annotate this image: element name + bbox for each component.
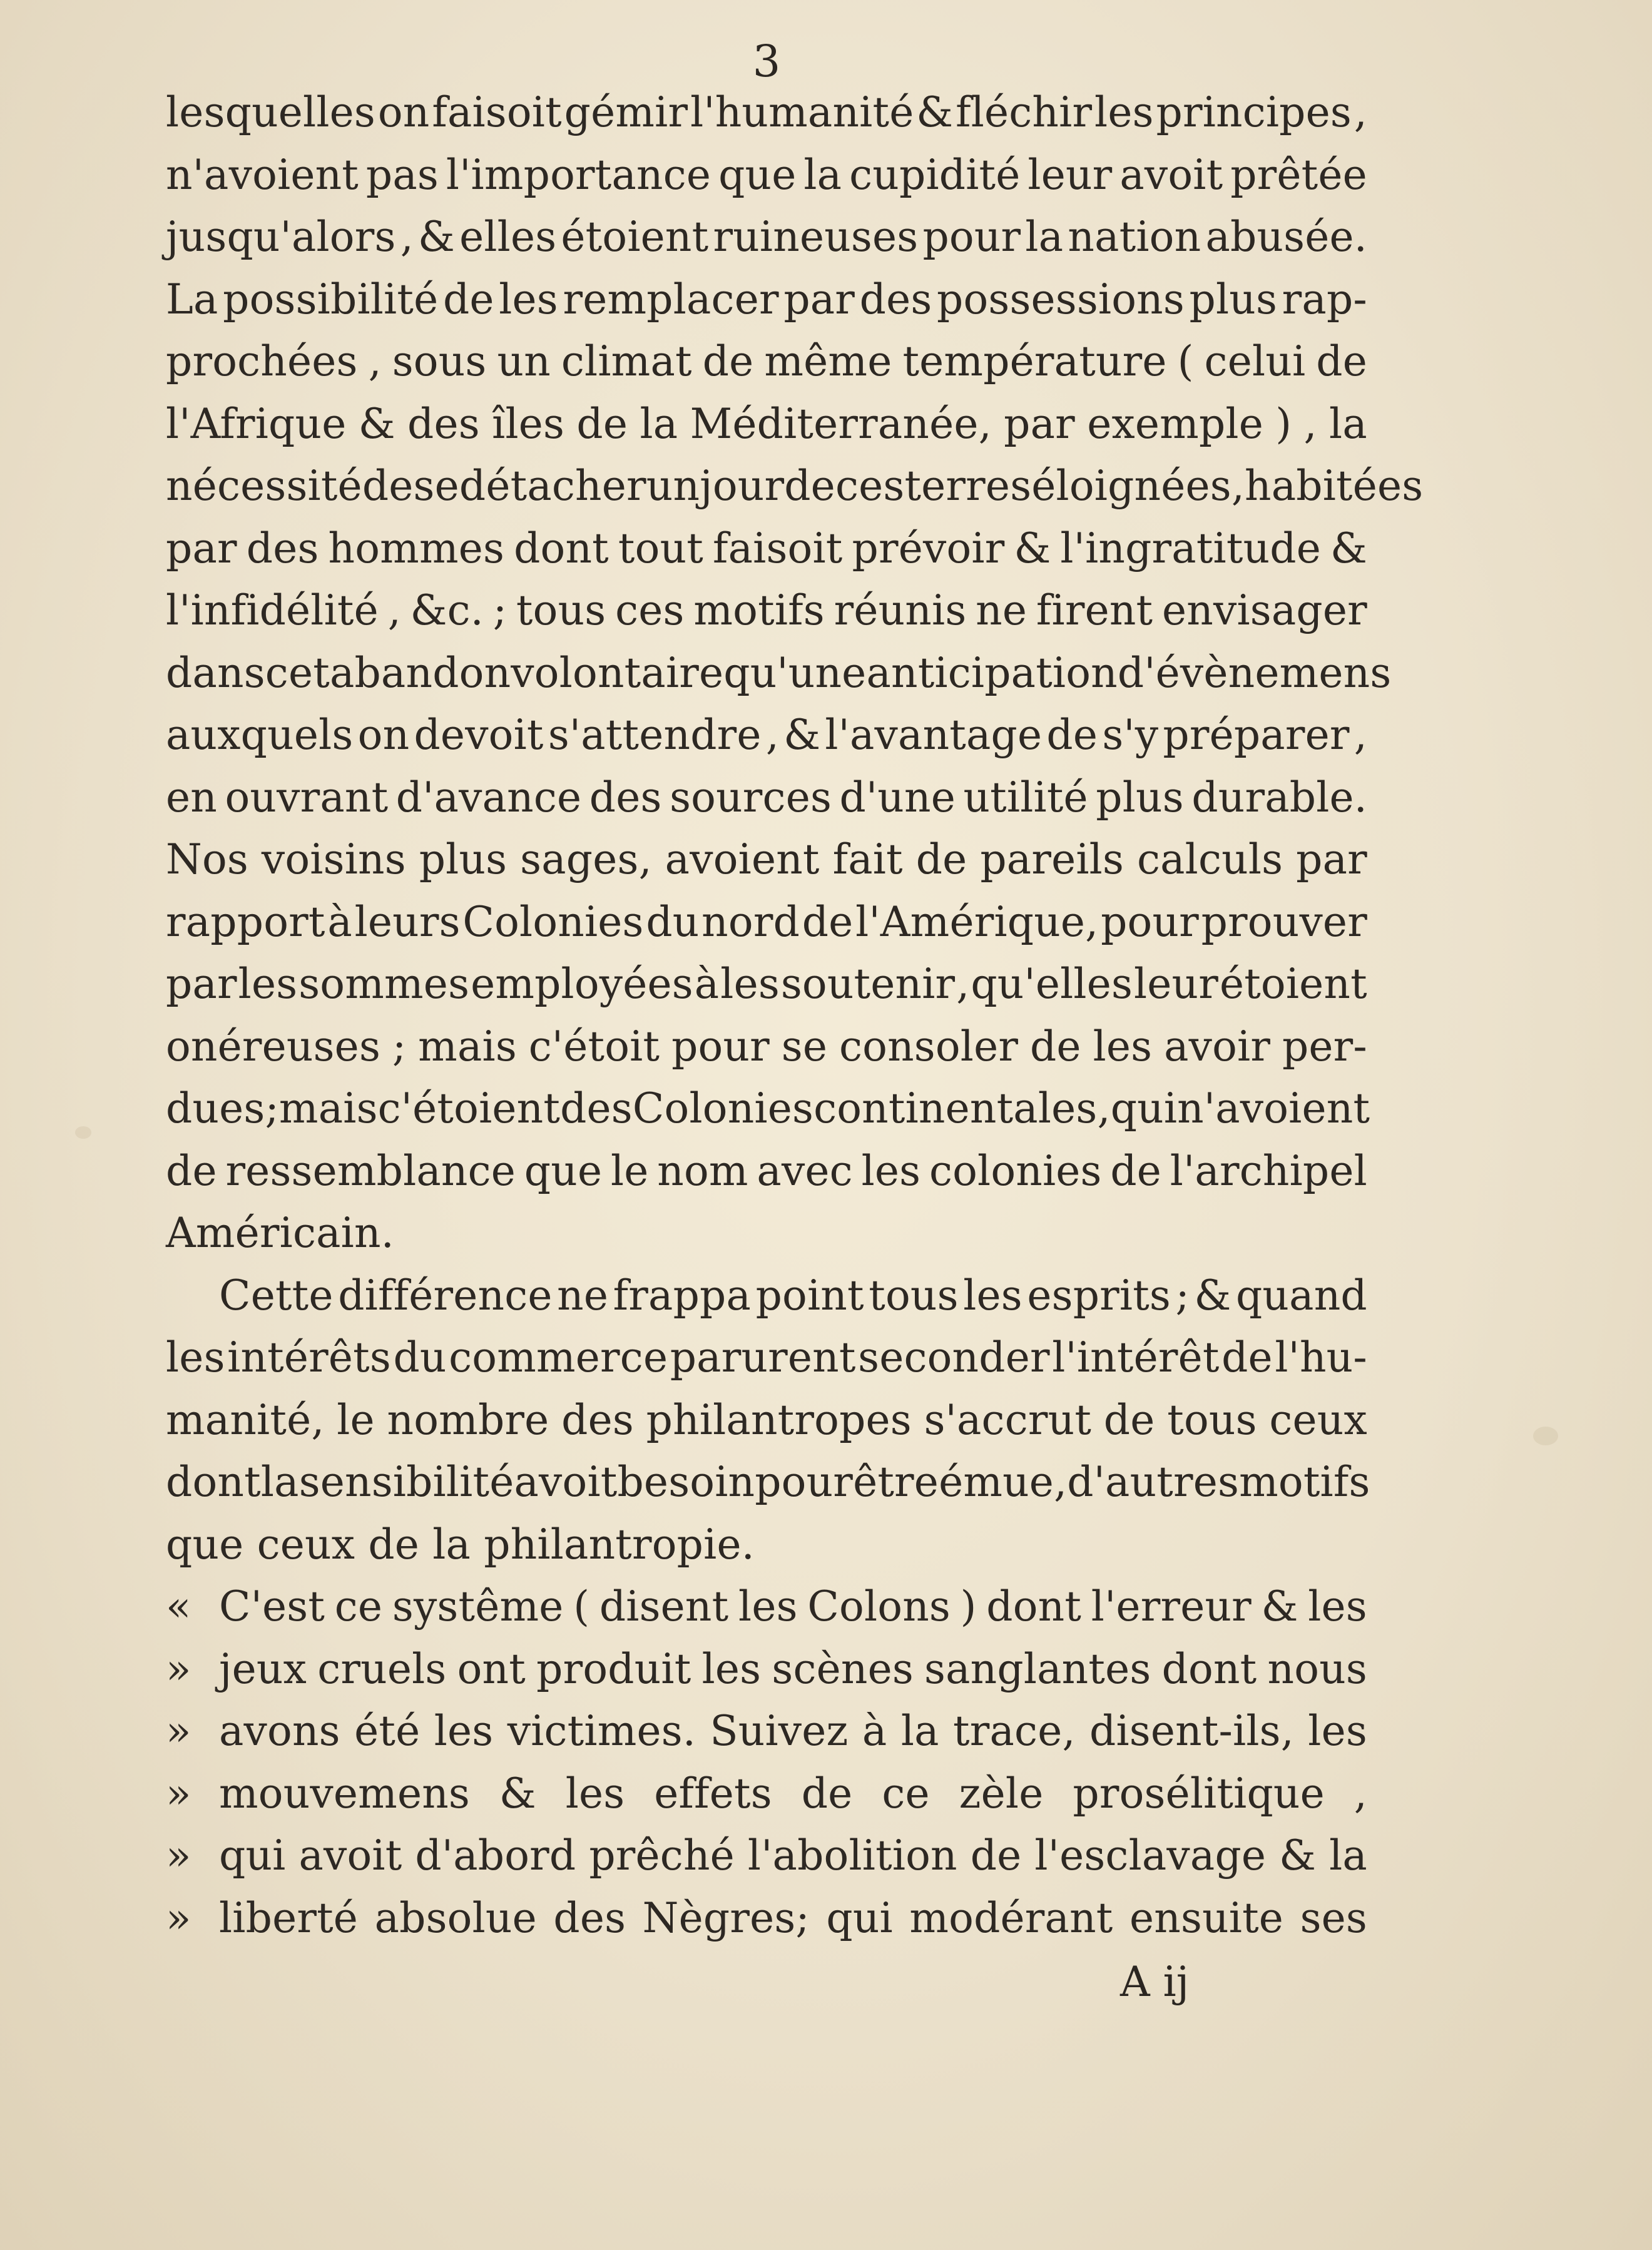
text-line: par des hommes dont tout faisoit prévoir & l'ingratitude & [166,524,1367,573]
quote-mark: » [166,1831,191,1880]
text-line: l'infidélité , &c. ; tous ces motifs réunis ne firent envisager [166,586,1367,634]
text-line: dont la sensibilité avoit besoin pour être émue, d'autres motifs [166,1458,1370,1506]
text-line: auxquels on devoit s'attendre , & l'avantage de s'y préparer , [166,711,1367,759]
text-line: de ressemblance que le nom avec les colonies de l'archipel [166,1146,1367,1195]
text-line: dans cet abandon volontaire qu'une anticipation d'évènemens [166,648,1392,697]
text-line: Américain. [166,1209,394,1257]
quote-mark: » [166,1769,191,1818]
text-line: Nos voisins plus sages, avoient fait de pareils calculs par [166,835,1367,883]
text-line: » avons été les victimes. Suivez à la trace, disent-ils, les [166,1700,1367,1763]
text-line: prochées , sous un climat de même température ( celui de [166,337,1367,385]
quote-mark: » [166,1644,191,1693]
text-line: nécessité de se détacher un jour de ces terres éloignées, habitées [166,462,1424,510]
text-line: les intérêts du commerce parurent seconder l'intérêt de l'hu- [166,1333,1367,1382]
text-line: » qui avoit d'abord prêché l'abolition de l'esclavage & la [166,1825,1367,1887]
text-line: » liberté absolue des Nègres; qui modérant ensuite ses [166,1887,1367,1950]
page-number: 3 [752,36,781,87]
text-line: lesquelles on faisoit gémir l'humanité & fléchir les principes , [166,88,1367,136]
quote-mark: » [166,1893,191,1942]
text-line: « C'est ce systême ( disent les Colons ) dont l'erreur & les [166,1576,1367,1638]
quote-mark: « [166,1582,191,1631]
text-line: rapport à leurs Colonies du nord de l'Amérique, pour prouver [166,897,1367,946]
quote-mark: » [166,1707,191,1755]
paper-stain [75,1126,91,1139]
body-text [166,81,1424,1949]
text-line: » jeux cruels ont produit les scènes sanglantes dont nous [166,1638,1367,1701]
text-line: » mouvemens & les effets de ce zèle prosélitique , [166,1763,1367,1825]
text-line: dues; mais c'étoient des Colonies continentales, qui n'avoient [166,1084,1370,1133]
text-line: La possibilité de les remplacer par des possessions plus rap- [166,275,1367,323]
text-line: onéreuses ; mais c'étoit pour se consoler de les avoir per- [166,1022,1367,1071]
text-line: manité, le nombre des philantropes s'accrut de tous ceux [166,1395,1367,1444]
paper-stain [1533,1427,1558,1445]
text-line: que ceux de la philantropie. [166,1520,755,1569]
text-line: par les sommes employées à les soutenir , qu'elles leur étoient [166,960,1367,1008]
text-line: n'avoient pas l'importance que la cupidité leur avoit prêtée [166,150,1367,199]
text-line: l'Afrique & des îles de la Méditerranée, par exemple ) , la [166,399,1367,448]
signature-mark: A ij [1120,1958,1190,2006]
text-line: jusqu'alors , & elles étoient ruineuses pour la nation abusée. [166,213,1367,261]
text-line: Cette différence ne frappa point tous les esprits ; & quand [219,1271,1367,1320]
text-line: en ouvrant d'avance des sources d'une utilité plus durable. [166,773,1367,822]
